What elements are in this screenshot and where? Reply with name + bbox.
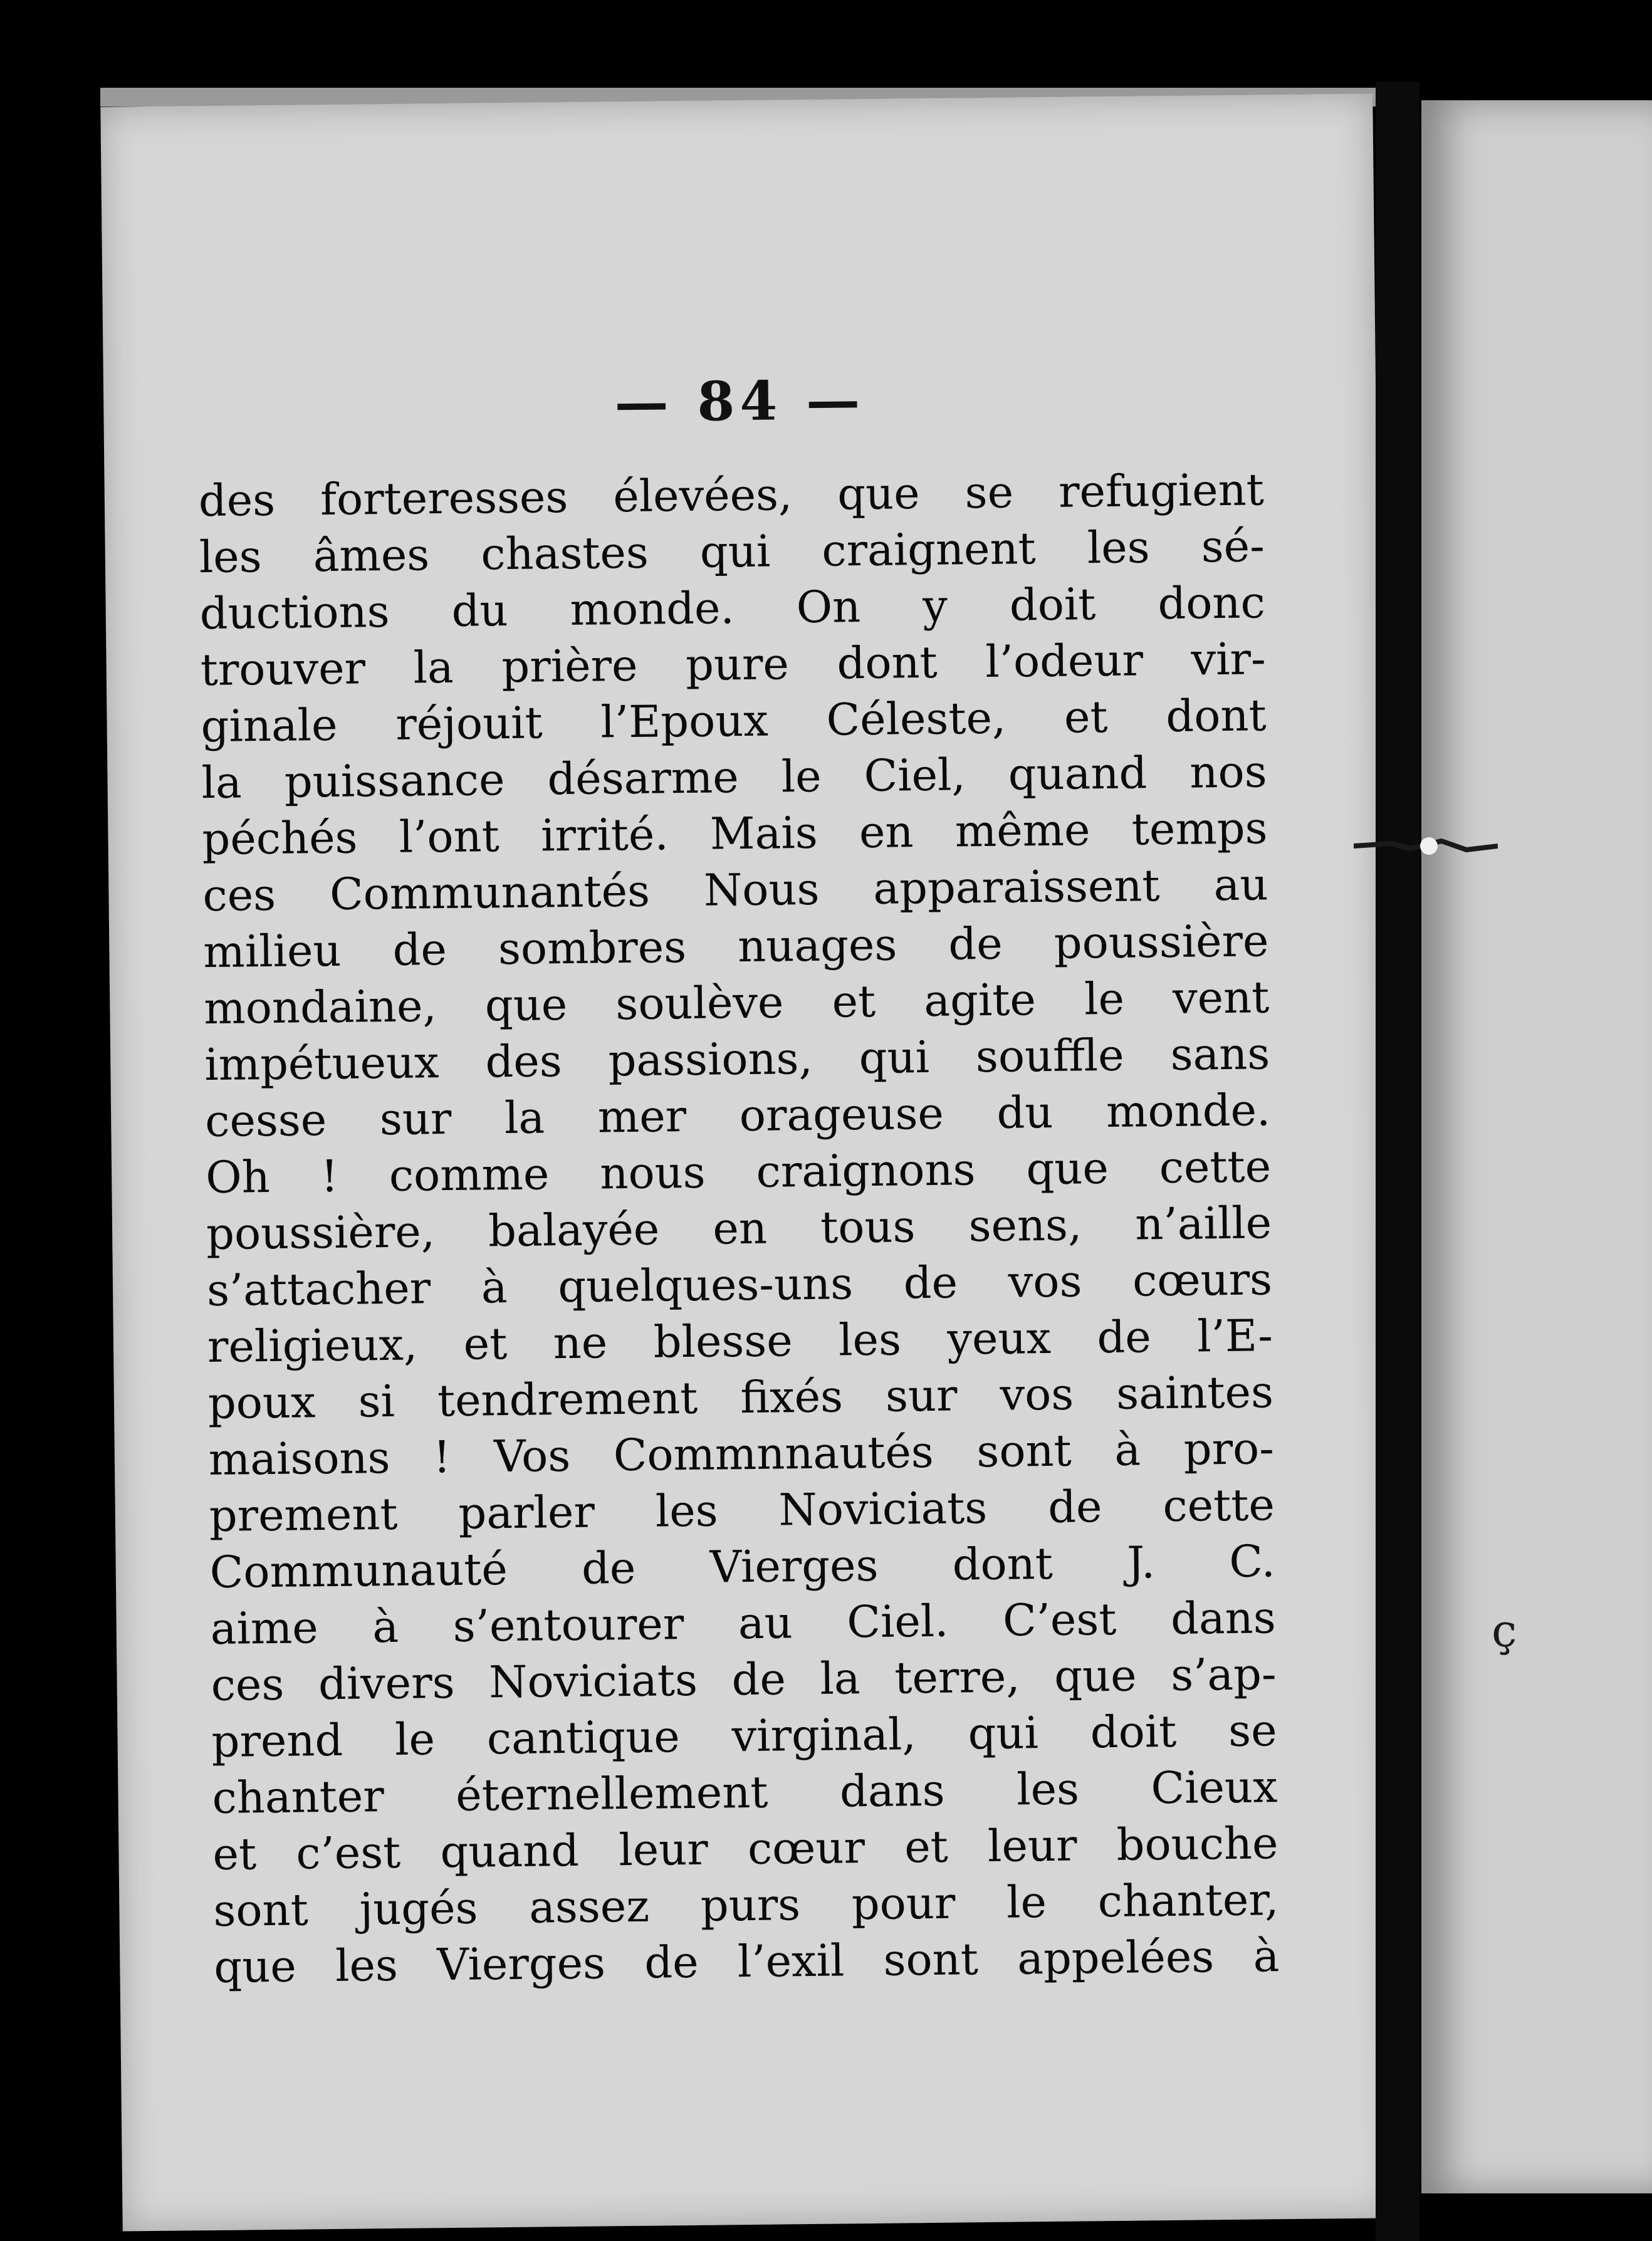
text-line: la puissance désarme le Ciel, quand nos [201, 746, 1267, 809]
text-line: trouver la prière pure dont l’odeur vir- [200, 633, 1267, 696]
text-line: Oh ! comme nous craignons que cette [205, 1141, 1272, 1204]
text-line: que les Vierges de l’exil sont appelées à [213, 1930, 1280, 1993]
text-line: sont jugés assez purs pour le chanter, [213, 1874, 1279, 1936]
book-gutter [1376, 81, 1419, 2241]
text-line: poux si tendrement fixés sur vos saintes [207, 1366, 1274, 1429]
text-line: péchés l’ont irrité. Mais en même temps [202, 802, 1268, 865]
right-page-edge [1421, 100, 1652, 2193]
text-line: chanter éternellement dans les Cieux [212, 1761, 1278, 1824]
text-line: prement parler les Noviciats de cette [209, 1479, 1275, 1542]
left-page [100, 93, 1394, 2231]
text-line: ductions du monde. On y doit donc [199, 577, 1266, 640]
paper-tear-mark [1354, 827, 1498, 865]
page-number: — 84 — [614, 368, 865, 435]
text-line: ces Communantés Nous apparaissent au [202, 859, 1268, 922]
text-line: des forteresses élevées, que se refugient [198, 464, 1265, 527]
right-page-fragment: ç [1492, 1604, 1517, 1657]
text-line: aime à s’entourer au Ciel. C’est dans [210, 1592, 1277, 1655]
text-line: poussière, balayée en tous sens, n’aille [206, 1197, 1272, 1260]
text-line: impétueux des passions, qui souffle sans [204, 1028, 1270, 1091]
text-line: les âmes chastes qui craignent les sé- [199, 520, 1265, 583]
text-line: cesse sur la mer orageuse du monde. [204, 1084, 1271, 1147]
text-line: prend le cantique virginal, qui doit se [211, 1705, 1277, 1768]
text-line: ginale réjouit l’Epoux Céleste, et dont [201, 689, 1267, 753]
text-line: Communauté de Vierges dont J. C. [209, 1535, 1276, 1599]
text-line: milieu de sombres nuages de poussière [203, 915, 1269, 978]
page-body-text [198, 461, 1279, 1995]
text-line: religieux, et ne blesse les yeux de l’E- [207, 1310, 1273, 1373]
text-line: mondaine, que soulève et agite le vent [203, 971, 1270, 1035]
text-line: et c’est quand leur cœur et leur bouche [212, 1817, 1278, 1880]
text-line: maisons ! Vos Commnnautés sont à pro- [208, 1423, 1275, 1486]
text-line: s’attacher à quelques-uns de vos cœurs [206, 1253, 1273, 1317]
text-line: ces divers Noviciats de la terre, que s’ap- [211, 1648, 1277, 1711]
